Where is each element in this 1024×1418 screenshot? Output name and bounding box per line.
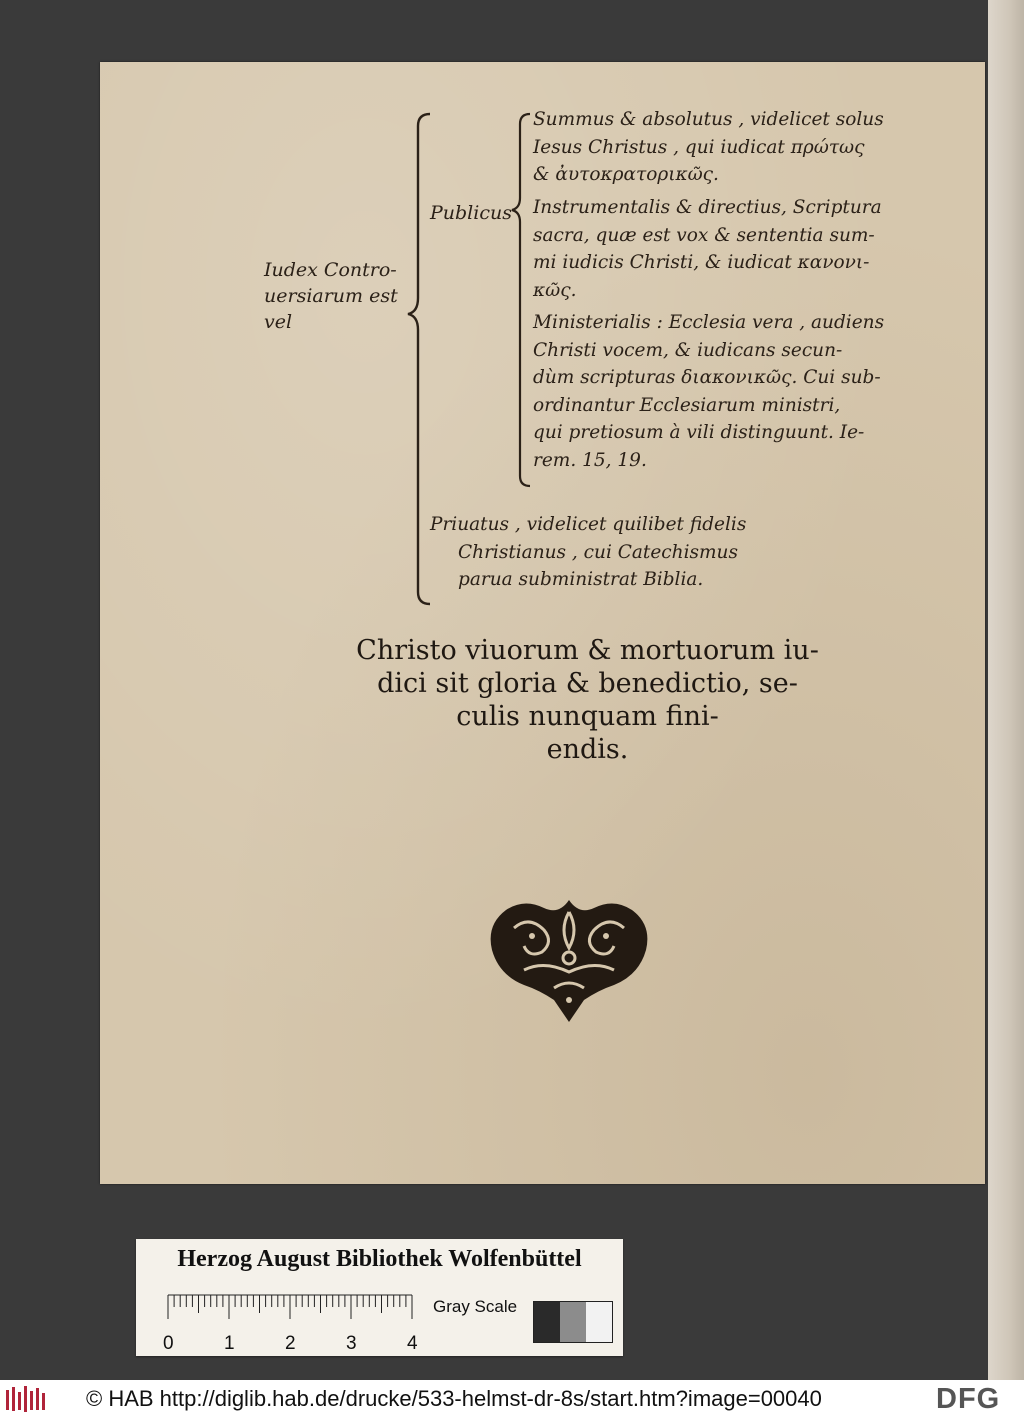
printers-ornament-icon [484,880,654,1022]
gray-swatch-mid [560,1302,586,1342]
adjacent-page-edge [988,0,1024,1380]
minist-line-6: rem. 15, 19. [533,449,647,471]
instr-line-1: Instrumentalis & directius, Scriptura [533,197,882,218]
instr-line-4: κῶς. [533,279,577,301]
gray-scale-label: Gray Scale [433,1297,518,1316]
priuatus-entry [430,511,830,594]
book-page [100,62,985,1184]
minist-line-3: dùm scripturas διακονικῶς. Cui sub- [533,367,881,388]
gray-scale-swatches [533,1301,613,1343]
ruler-number: 4 [407,1333,418,1354]
library-title: Herzog August Bibliothek Wolfenbüttel [177,1246,582,1272]
closing-line-4: endis. [546,734,629,765]
hab-logo-icon [4,1384,48,1414]
instr-line-3: mi iudicis Christi, & iudicat κανονι- [533,252,870,273]
closing-doxology [325,634,850,766]
summus-line-2: Iesus Christus , qui iudicat πρώτως [533,136,865,158]
minist-line-2: Christi vocem, & iudicans secun- [533,339,843,361]
ministerialis-entry [533,309,969,474]
ruler-number: 3 [346,1333,357,1354]
priuatus-line-1: Priuatus , videlicet quilibet fidelis [430,514,747,535]
gray-swatch-light [586,1302,612,1342]
judex-line-3: vel [264,311,293,333]
color-calibration-card [136,1239,623,1356]
ruler-number: 0 [163,1333,174,1354]
closing-line-1: Christo viuorum & mortuorum iu- [356,635,819,666]
instr-line-2: sacra, quæ est vox & sententia sum- [533,224,875,246]
judex-line-2: uersiarum est [264,285,398,307]
minist-line-1: Ministerialis : Ecclesia vera , audiens [533,312,885,333]
minist-line-4: ordinantur Ecclesiarum ministri, [533,394,841,416]
publicus-label: Publicus [430,202,512,224]
minist-line-5: qui pretiosum à vili distinguunt. Ie- [533,422,865,443]
dfg-logo: DFG [936,1383,1001,1415]
closing-line-3: culis nunquam fini- [456,701,719,732]
summus-line-1: Summus & absolutus , videlicet solus [533,109,884,130]
priuatus-line-2: Christianus , cui Catechismus [458,541,738,563]
instrumentalis-entry [533,194,969,304]
gray-swatch-dark [534,1302,560,1342]
ruler-number: 2 [285,1333,296,1354]
judex-line-1: Iudex Contro- [264,259,397,281]
summus-line-3: & ἀυτοκρατορικῶς. [533,164,719,185]
closing-line-2: dici sit gloria & benedictio, se- [377,668,798,699]
scale-ruler [163,1293,421,1354]
copyright-url: © HAB http://diglib.hab.de/drucke/533-helmst-dr-8s/start.htm?image=00040 [86,1386,822,1411]
summus-entry [533,106,969,189]
priuatus-line-3: parua subministrat Biblia. [458,569,704,590]
footer-bar [0,1380,1024,1418]
ruler-number: 1 [224,1333,235,1354]
